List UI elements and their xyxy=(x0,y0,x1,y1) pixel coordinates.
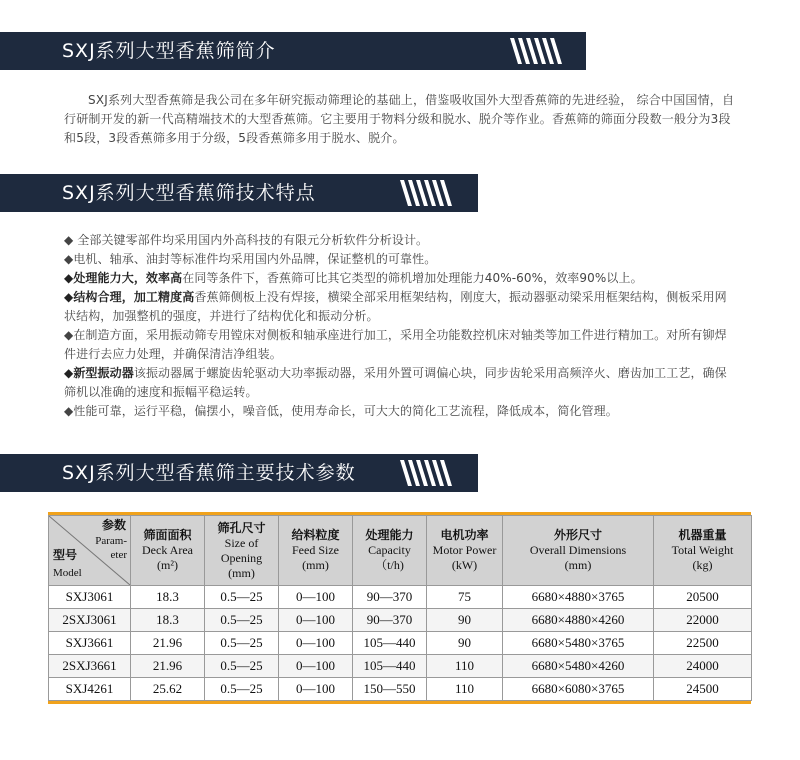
cell-power: 75 xyxy=(427,586,503,609)
section-header-features xyxy=(0,174,478,212)
header-cell: 机器重量 Total Weight (kg) xyxy=(654,516,752,586)
cell-capacity: 150—550 xyxy=(353,678,427,701)
feature-item: ◆电机、轴承、油封等标准件均采用国内外品牌，保证整机的可靠性。 xyxy=(64,252,437,266)
params-table-wrapper xyxy=(48,512,751,704)
section-header-intro xyxy=(0,32,586,70)
cell-feed-size: 0—100 xyxy=(279,655,353,678)
feature-item: ◆结构合理，加工精度高香蕉筛侧板上没有焊接，横梁全部采用框架结构，刚度大，振动器驱动梁采用框架结构，侧板采用网状结构，加强整机的强度，并进行了结构优化和振动分析。 xyxy=(64,290,727,323)
cell-model: SXJ4261 xyxy=(49,678,131,701)
cell-dimensions: 6680×4880×4260 xyxy=(503,609,654,632)
feature-item: ◆性能可靠，运行平稳，偏摆小，噪音低，使用寿命长，可大大的简化工艺流程，降低成本，简化管理。 xyxy=(64,404,618,418)
cell-model: 2SXJ3661 xyxy=(49,655,131,678)
cell-weight: 24000 xyxy=(654,655,752,678)
cell-opening: 0.5—25 xyxy=(205,655,279,678)
cell-feed-size: 0—100 xyxy=(279,632,353,655)
cell-feed-size: 0—100 xyxy=(279,586,353,609)
table-row xyxy=(49,609,752,632)
header-cell: 电机功率 Motor Power (kW) xyxy=(427,516,503,586)
cell-power: 90 xyxy=(427,609,503,632)
cell-opening: 0.5—25 xyxy=(205,632,279,655)
cell-weight: 22500 xyxy=(654,632,752,655)
section-title-features: SXJ系列大型香蕉筛技术特点 xyxy=(62,182,316,204)
cell-feed-size: 0—100 xyxy=(279,678,353,701)
cell-capacity: 90—370 xyxy=(353,609,427,632)
cell-dimensions: 6680×6080×3765 xyxy=(503,678,654,701)
features-list xyxy=(64,231,736,421)
section-title-params: SXJ系列大型香蕉筛主要技术参数 xyxy=(62,462,356,484)
table-row xyxy=(49,655,752,678)
table-header-row xyxy=(49,516,752,586)
cell-feed-size: 0—100 xyxy=(279,609,353,632)
table-row xyxy=(49,678,752,701)
section-title-intro: SXJ系列大型香蕉筛简介 xyxy=(62,40,276,62)
table-row xyxy=(49,632,752,655)
cell-opening: 0.5—25 xyxy=(205,678,279,701)
cell-opening: 0.5—25 xyxy=(205,609,279,632)
cell-power: 90 xyxy=(427,632,503,655)
cell-dimensions: 6680×5480×4260 xyxy=(503,655,654,678)
cell-deck-area: 21.96 xyxy=(131,632,205,655)
cell-opening: 0.5—25 xyxy=(205,586,279,609)
cell-weight: 20500 xyxy=(654,586,752,609)
cell-dimensions: 6680×5480×3765 xyxy=(503,632,654,655)
cell-power: 110 xyxy=(427,678,503,701)
feature-item: ◆处理能力大，效率高在同等条件下，香蕉筛可比其它类型的筛机增加处理能力40%-60%，效率90%以上。 xyxy=(64,271,643,285)
cell-deck-area: 21.96 xyxy=(131,655,205,678)
feature-item: ◆在制造方面，采用振动筛专用镗床对侧板和轴承座进行加工，采用全功能数控机床对轴类等加工件进行精加工。对所有铆焊件进行去应力处理，并确保清洁净组装。 xyxy=(64,328,727,361)
cell-capacity: 90—370 xyxy=(353,586,427,609)
cell-weight: 22000 xyxy=(654,609,752,632)
stripes-decoration xyxy=(400,460,462,486)
header-cell: 外形尺寸 Overall Dimensions (mm) xyxy=(503,516,654,586)
params-table xyxy=(48,515,752,701)
cell-model: SXJ3061 xyxy=(49,586,131,609)
intro-paragraph xyxy=(64,91,736,148)
header-cell: 筛面面积 Deck Area (m²) xyxy=(131,516,205,586)
cell-model: 2SXJ3061 xyxy=(49,609,131,632)
cell-deck-area: 18.3 xyxy=(131,609,205,632)
cell-model: SXJ3661 xyxy=(49,632,131,655)
feature-item: ◆新型振动器该振动器属于螺旋齿轮驱动大功率振动器，采用外置可调偏心块，同步齿轮采用高频淬火、磨齿加工工艺，确保筛机以准确的速度和振幅平稳运转。 xyxy=(64,366,727,399)
header-cell: 筛孔尺寸 Size of Opening (mm) xyxy=(205,516,279,586)
cell-dimensions: 6680×4880×3765 xyxy=(503,586,654,609)
cell-deck-area: 18.3 xyxy=(131,586,205,609)
section-header-params xyxy=(0,454,478,492)
header-cell: 给料粒度 Feed Size (mm) xyxy=(279,516,353,586)
header-cell: 处理能力 Capacity （t/h) xyxy=(353,516,427,586)
table-row xyxy=(49,586,752,609)
cell-deck-area: 25.62 xyxy=(131,678,205,701)
intro-text: SXJ系列大型香蕉筛是我公司在多年研究振动筛理论的基础上，借鉴吸收国外大型香蕉筛的先进经验， 综合中国国情，自行研制开发的新一代高精端技术的大型香蕉筛。它主要用于物料分级和脱水、脱介等作业。香蕉筛的筛面分段数一般分为3段和5段，3段香蕉筛多用于分级，5段香蕉筛多用于脱水、脱介。 xyxy=(64,93,735,145)
cell-power: 110 xyxy=(427,655,503,678)
stripes-decoration xyxy=(510,38,572,64)
cell-capacity: 105—440 xyxy=(353,632,427,655)
feature-item: ◆ 全部关键零部件均采用国内外高科技的有限元分析软件分析设计。 xyxy=(64,233,429,247)
cell-weight: 24500 xyxy=(654,678,752,701)
stripes-decoration xyxy=(400,180,462,206)
header-corner-cell: 参数 Param- eter 型号 Model xyxy=(49,516,131,586)
cell-capacity: 105—440 xyxy=(353,655,427,678)
